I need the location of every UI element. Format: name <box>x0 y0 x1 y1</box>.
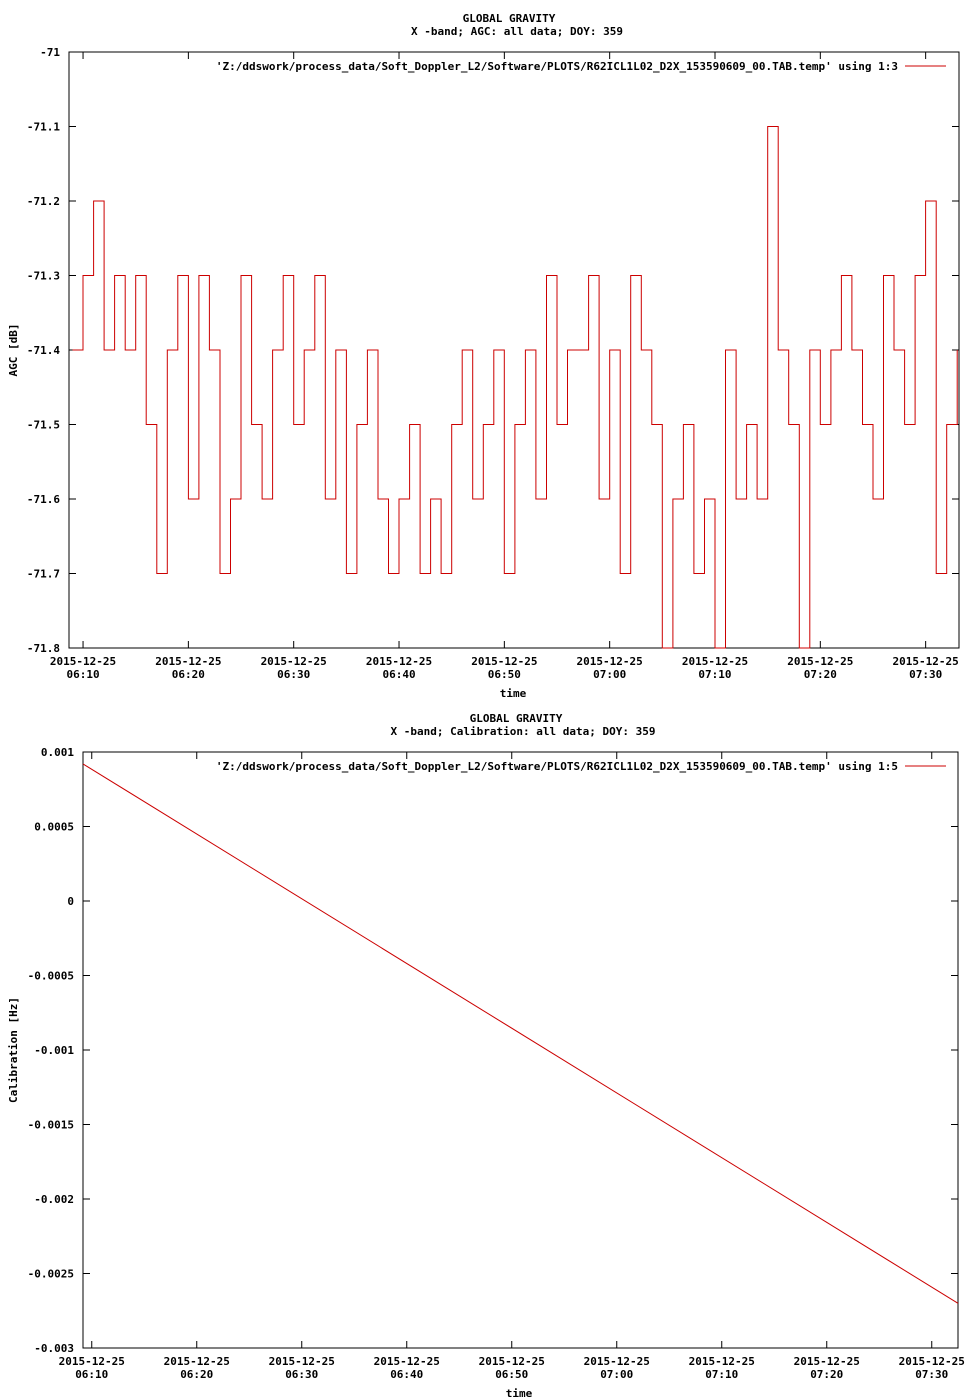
agc-chart-subtitle: X -band; AGC: all data; DOY: 359 <box>411 25 623 38</box>
x-tick-time-label: 07:00 <box>600 1368 634 1381</box>
x-tick-time-label: 07:30 <box>909 668 943 681</box>
y-tick-label: -71 <box>40 46 60 59</box>
calibration-legend-label: 'Z:/ddswork/process_data/Soft_Doppler_L2/Software/PLOTS/R62ICL1L02_D2X_153590609_00.TAB.temp' using 1:5 <box>215 760 898 773</box>
calibration-y-axis <box>28 746 958 1355</box>
y-tick-label: -0.001 <box>34 1044 74 1057</box>
y-tick-label: -0.0005 <box>27 969 74 983</box>
y-tick-label: -71.6 <box>26 493 60 506</box>
x-tick-date-label: 2015-12-25 <box>681 655 749 668</box>
y-tick-label: 0.0005 <box>34 820 74 834</box>
calibration-plot-frame <box>83 752 958 1348</box>
y-tick-label: -71.2 <box>26 195 60 208</box>
series-line <box>83 764 958 1303</box>
x-tick-date-label: 2015-12-25 <box>58 1355 125 1368</box>
x-tick-time-label: 06:20 <box>171 668 205 681</box>
x-tick-time-label: 07:00 <box>593 668 627 681</box>
y-tick-label: -71.8 <box>26 642 60 655</box>
calibration-x-axis <box>59 752 965 1381</box>
calibration-legend <box>216 760 946 773</box>
x-tick-date-label: 2015-12-25 <box>471 655 538 668</box>
x-tick-time-label: 07:10 <box>705 1368 739 1381</box>
calibration-chart <box>7 712 965 1400</box>
x-tick-time-label: 07:20 <box>803 668 837 681</box>
y-tick-label: -71.3 <box>26 269 60 283</box>
agc-plot-frame <box>69 52 959 648</box>
y-tick-label: 0 <box>67 895 74 908</box>
x-tick-date-label: 2015-12-25 <box>898 1355 965 1368</box>
x-tick-date-label: 2015-12-25 <box>892 655 959 668</box>
x-tick-time-label: 06:50 <box>495 1368 529 1381</box>
x-tick-date-label: 2015-12-25 <box>576 655 643 668</box>
y-tick-label: -0.0015 <box>27 1118 74 1132</box>
calibration-x-axis-label: time <box>505 1387 533 1400</box>
x-tick-time-label: 07:30 <box>915 1368 949 1381</box>
y-tick-label: -71.5 <box>26 418 60 432</box>
x-tick-date-label: 2015-12-25 <box>49 655 117 668</box>
x-tick-time-label: 06:30 <box>277 668 311 681</box>
agc-x-axis-label: time <box>499 687 527 700</box>
x-tick-date-label: 2015-12-25 <box>163 1355 230 1368</box>
y-tick-label: -0.002 <box>34 1193 74 1206</box>
calibration-y-axis-label: Calibration [Hz] <box>7 997 20 1103</box>
x-tick-date-label: 2015-12-25 <box>260 655 327 668</box>
x-tick-date-label: 2015-12-25 <box>793 1355 860 1368</box>
calibration-chart-title: GLOBAL GRAVITY <box>469 712 563 725</box>
x-tick-date-label: 2015-12-25 <box>365 655 433 668</box>
calibration-series-layer <box>83 764 958 1303</box>
agc-chart <box>7 12 959 700</box>
x-tick-date-label: 2015-12-25 <box>373 1355 440 1368</box>
agc-legend <box>216 60 946 73</box>
x-tick-time-label: 07:20 <box>810 1368 844 1381</box>
y-tick-label: -71.7 <box>26 567 60 581</box>
x-tick-date-label: 2015-12-25 <box>155 655 222 668</box>
x-tick-time-label: 06:10 <box>66 668 100 681</box>
y-tick-label: -71.1 <box>26 120 60 134</box>
x-tick-time-label: 06:40 <box>382 668 416 681</box>
x-tick-time-label: 06:50 <box>487 668 521 681</box>
y-tick-label: -71.4 <box>26 344 60 357</box>
x-tick-date-label: 2015-12-25 <box>268 1355 335 1368</box>
y-tick-label: -0.003 <box>34 1342 74 1355</box>
x-tick-date-label: 2015-12-25 <box>583 1355 650 1368</box>
x-tick-time-label: 07:10 <box>698 668 732 681</box>
y-tick-label: 0.001 <box>40 746 74 759</box>
series-line <box>73 127 958 649</box>
agc-chart-title: GLOBAL GRAVITY <box>462 12 556 25</box>
x-tick-date-label: 2015-12-25 <box>478 1355 545 1368</box>
x-tick-time-label: 06:40 <box>390 1368 424 1381</box>
x-tick-time-label: 06:20 <box>180 1368 214 1381</box>
y-tick-label: -0.0025 <box>27 1267 74 1281</box>
agc-y-axis-label: AGC [dB] <box>7 323 20 377</box>
x-tick-date-label: 2015-12-25 <box>688 1355 755 1368</box>
x-tick-time-label: 06:10 <box>75 1368 109 1381</box>
x-tick-date-label: 2015-12-25 <box>787 655 854 668</box>
agc-series-layer <box>73 127 958 649</box>
agc-legend-label: 'Z:/ddswork/process_data/Soft_Doppler_L2/Software/PLOTS/R62ICL1L02_D2X_153590609_00.TAB.temp' using 1:3 <box>215 60 898 73</box>
x-tick-time-label: 06:30 <box>285 1368 319 1381</box>
calibration-chart-subtitle: X -band; Calibration: all data; DOY: 359 <box>390 725 656 738</box>
